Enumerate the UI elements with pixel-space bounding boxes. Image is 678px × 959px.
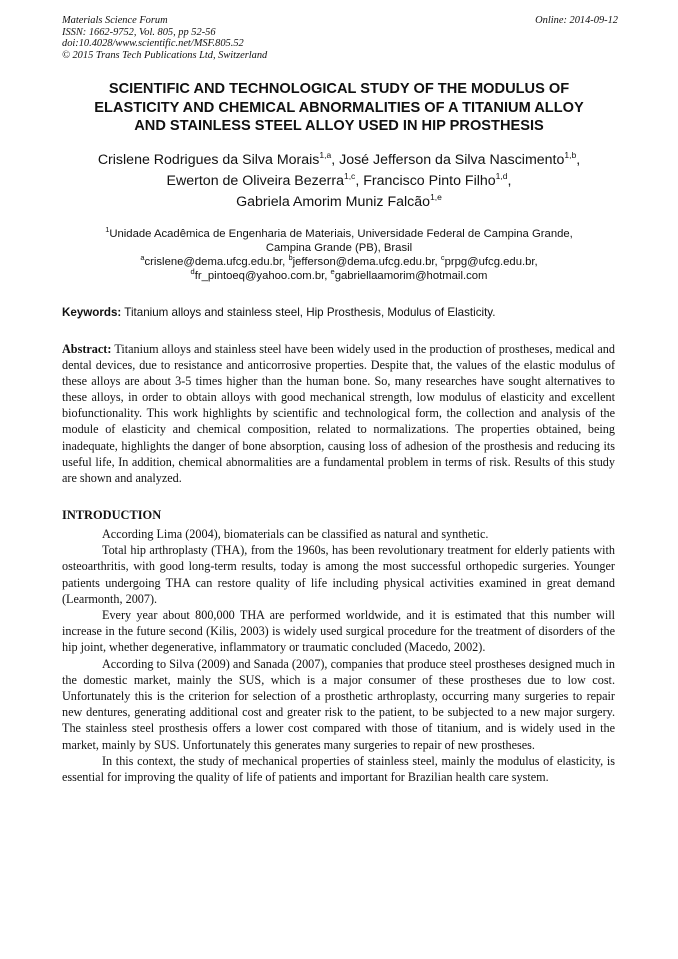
paragraph: According Lima (2004), biomaterials can be classified as natural and synthetic. xyxy=(102,527,489,541)
email-line xyxy=(40,269,638,283)
keywords xyxy=(62,305,618,320)
email-mark: c xyxy=(440,253,445,262)
journal-doi: doi:10.4028/www.scientific.net/MSF.805.52 xyxy=(62,38,244,50)
affiliation-block xyxy=(40,227,638,283)
affiliation-text: Unidade Acadêmica de Engenharia de Materiais, Universidade Federal de Campina Grande, xyxy=(109,228,573,240)
journal-name: Materials Science Forum xyxy=(62,15,168,26)
abstract-label: Abstract: xyxy=(62,342,112,356)
paper-title xyxy=(62,80,616,136)
introduction-heading: INTRODUCTION xyxy=(62,508,162,522)
abstract xyxy=(62,341,615,486)
author-name: Francisco Pinto Filho xyxy=(363,173,496,189)
author-separator: , xyxy=(576,152,581,168)
author-affiliation-mark: 1,d xyxy=(495,171,508,181)
author-separator: , xyxy=(331,152,340,168)
email-mark: a xyxy=(140,253,145,262)
journal-copyright: © 2015 Trans Tech Publications Ltd, Switzerland xyxy=(62,49,268,61)
author-line xyxy=(40,192,638,213)
keywords-label: Keywords: xyxy=(62,306,122,319)
author-affiliation-mark: 1,a xyxy=(319,150,332,160)
title-line-1: SCIENTIFIC AND TECHNOLOGICAL STUDY OF THE MODULUS OF xyxy=(108,81,570,97)
title-line-2: ELASTICITY AND CHEMICAL ABNORMALITIES OF A TITANIUM ALLOY xyxy=(94,99,584,116)
introduction-body xyxy=(62,526,615,785)
keywords-text: Titanium alloys and stainless steel, Hip Prosthesis, Modulus of Elasticity. xyxy=(121,306,496,319)
author-affiliation-mark: 1,c xyxy=(343,171,356,181)
paragraph: In this context, the study of mechanical properties of stainless steel, mainly the modulus of elasticity, is essential for improving the quality of life of patients and important for Brazilian health care system. xyxy=(62,753,615,785)
online-date: Online: 2014-09-12 xyxy=(535,15,618,26)
paragraph: According to Silva (2009) and Sanada (2007), companies that produce steel prostheses designed much in the domestic market, mainly the SUS, which is a major consumer of these prostheses due to low cost. Unfortunately this is the criterion for selection of a prosthetic arthroplasty, occurring many surgeries to repair new dentures, generating additional cost and greater risk to the patient, to be subjected to a new major surgery. The stainless steel prosthesis offers a lower cost compared with those of titanium, and is widely used in the market, mainly by SUS. Unfortunately this generates many surgeries to repair of new prostheses. xyxy=(62,656,615,752)
paragraph: Total hip arthroplasty (THA), from the 1960s, has been revolutionary treatment for elderly patients with osteoarthritis, with good long-term results, today is among the most successful orthopedic surgeries. Younger patients undergoing THA can restore quality of life including physical activities examined in great demand (Learmonth, 2007). xyxy=(62,543,615,606)
affiliation-mark: 1 xyxy=(105,225,110,234)
author-name: Gabriela Amorim Muniz Falcão xyxy=(236,194,431,210)
paragraph: Every year about 800,000 THA are performed worldwide, and it is estimated that this number will increase in the future second (Kilis, 2003) is widely used surgical procedure for the treatment of disorders of the hip joint, whether degenerative, inflammatory or traumatic concluded (Macedo, 2002). xyxy=(62,608,615,655)
affiliation-line xyxy=(40,227,638,241)
email-mark: d xyxy=(190,267,195,276)
email-address: gabriellaamorim@hotmail.com xyxy=(334,270,488,282)
author-affiliation-mark: 1,b xyxy=(564,150,577,160)
journal-issn: ISSN: 1662-9752, Vol. 805, pp 52-56 xyxy=(62,26,216,38)
author-separator: , xyxy=(355,173,364,189)
email-address: fr_pintoeq@yahoo.com.br, xyxy=(194,270,331,282)
author-separator: , xyxy=(507,173,512,189)
author-name: Ewerton de Oliveira Bezerra xyxy=(166,173,344,189)
author-name: José Jefferson da Silva Nascimento xyxy=(339,152,565,168)
abstract-text: Titanium alloys and stainless steel have been widely used in the production of prostheses, medical and dental devices, due to resistance and anticorrosive properties. Despite that, the values of the elastic modulus of these alloys are about 3-5 times higher than the human bone. So, many researches have sought alternatives to these alloys, in order to obtain alloys with good mechanical strength, low modulus of elasticity and excellent biofunctionality. This work highlights by scientific and technological form, the collection and analysis of the module of elasticity and chemical composition, related to normalizations. The properties obtained, being inadequate, highlights the danger of bone absorption, causing loss of adhesion of the prosthesis and reducing its useful life, In addition, chemical abnormalities are a fundamental problem in terms of risk. Results of this study are shown and analyzed. xyxy=(62,342,615,485)
author-affiliation-mark: 1,e xyxy=(430,192,442,202)
email-address: crislene@dema.ufcg.edu.br, xyxy=(144,256,289,268)
email-line xyxy=(40,255,638,269)
author-name: Crislene Rodrigues da Silva Morais xyxy=(97,152,320,168)
email-mark: b xyxy=(288,253,293,262)
title-line-3: AND STAINLESS STEEL ALLOY USED IN HIP PROSTHESIS xyxy=(134,118,544,134)
journal-header xyxy=(62,15,618,61)
affiliation-line: Campina Grande (PB), Brasil xyxy=(265,242,413,254)
email-address: jefferson@dema.ufcg.edu.br, xyxy=(292,256,441,268)
author-list xyxy=(40,150,638,213)
email-address: prpg@ufcg.edu.br, xyxy=(444,256,538,268)
email-mark: e xyxy=(330,267,335,276)
author-line xyxy=(40,171,638,192)
author-line xyxy=(40,150,638,171)
